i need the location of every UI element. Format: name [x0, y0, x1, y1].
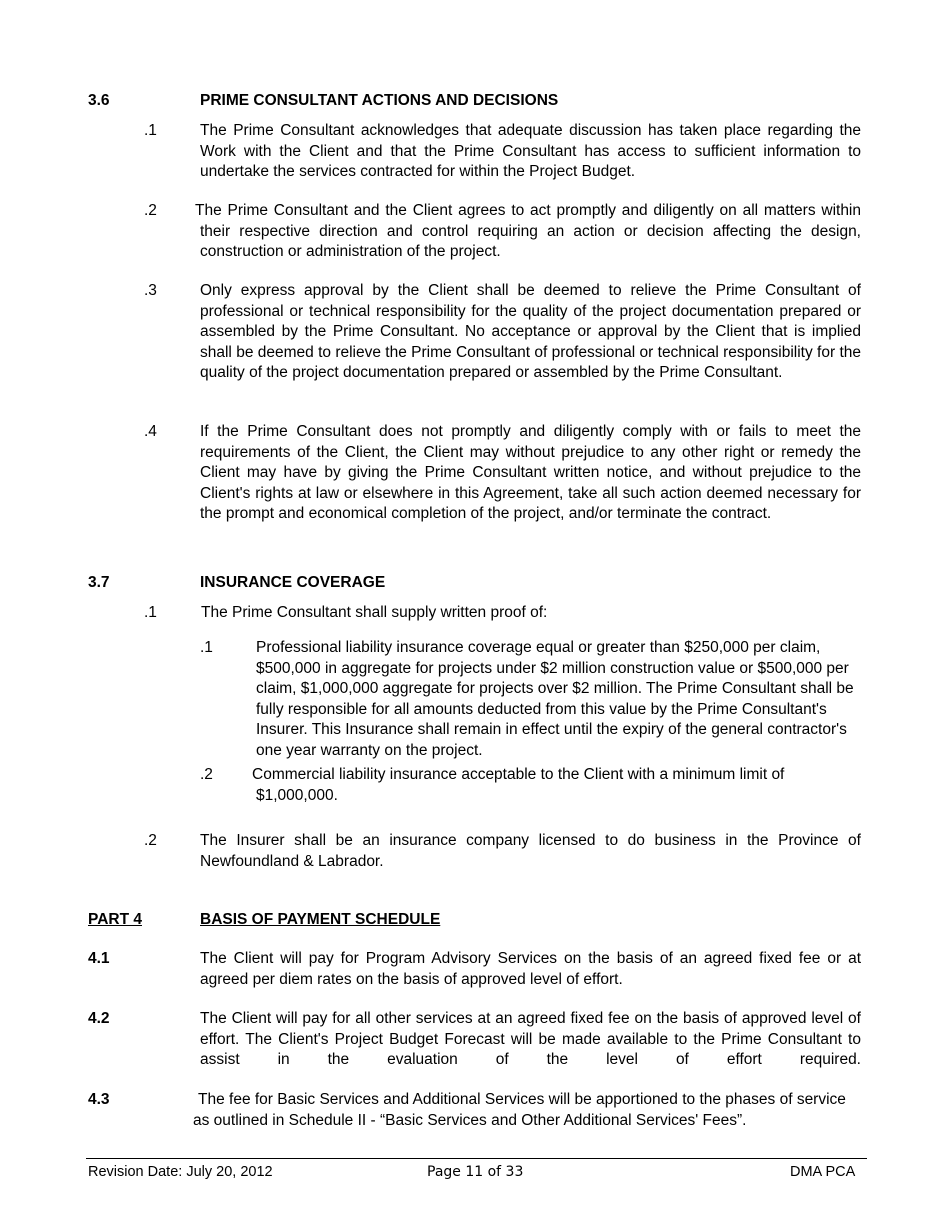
subitem-text: Professional liability insurance coverage equal or greater than $250,000 per claim, $500,000 in aggregate for projects under $2 million construction value or $500,000 per claim, $1,000,000 aggregate for projects over $2 million. The Prime Consultant shall be fully responsible for all amounts deducted from this value by the Prime Consultant's Insurer. This Insurance shall remain in effect until the expiry of the general contractor's one year warranty on the project.	[256, 639, 854, 759]
item-text: The Prime Consultant and the Client agrees to act promptly and diligently on all matters within their respective direction and control requiring an action or decision affecting the design, construction or administration of the project.	[195, 202, 861, 260]
footer-page-number: Page 11 of 33	[427, 1164, 524, 1180]
subitem-text: Commercial liability insurance acceptable to the Client with a minimum limit of $1,000,000.	[252, 766, 785, 804]
item-text: The Prime Consultant acknowledges that adequate discussion has taken place regarding the Work with the Client and that the Prime Consultant has access to sufficient information to undertake the services contracted for within the Project Budget.	[200, 122, 861, 180]
clause-number: 4.3	[88, 1091, 110, 1108]
item-number: .1	[144, 122, 157, 139]
footer-divider	[86, 1158, 867, 1159]
item-text: Only express approval by the Client shall be deemed to relieve the Prime Consultant of professional or technical responsibility for the quality of the project documentation prepared or assembled by the Prime Consultant. No acceptance or approval by the Client that is implied shall be deemed to relieve the Prime Consultant of professional or technical responsibility for the quality of the project documentation prepared or assembled by the Prime Consultant.	[200, 282, 861, 381]
item-number: .3	[144, 282, 157, 299]
item-text: The Prime Consultant shall supply written proof of:	[201, 604, 548, 621]
subitem-number: .2	[200, 766, 213, 783]
footer-document-code: DMA PCA	[790, 1164, 856, 1180]
clause-text: The Client will pay for all other services at an agreed fixed fee on the basis of approved level of effort. The Client's Project Budget Forecast will be made available to the Prime Consultant to assist in the evaluation of the level of effort required.	[200, 1010, 861, 1068]
part-number: PART 4	[88, 911, 142, 928]
item-number: .4	[144, 423, 157, 440]
clause-text: The Client will pay for Program Advisory Services on the basis of an agreed fixed fee or at agreed per diem rates on the basis of approved level of effort.	[200, 950, 861, 988]
section-title: PRIME CONSULTANT ACTIONS AND DECISIONS	[200, 92, 559, 109]
subitem-number: .1	[200, 639, 213, 656]
part-title: BASIS OF PAYMENT SCHEDULE	[200, 911, 441, 928]
section-title: INSURANCE COVERAGE	[200, 574, 386, 591]
item-number: .1	[144, 604, 157, 621]
section-number: 3.6	[88, 92, 110, 109]
clause-text: The fee for Basic Services and Additional Services will be apportioned to the phases of service as outlined in Schedule II - “Basic Services and Other Additional Services' Fees”.	[193, 1091, 846, 1129]
clause-number: 4.2	[88, 1010, 110, 1027]
item-number: .2	[144, 832, 157, 849]
footer-revision-date: Revision Date: July 20, 2012	[88, 1164, 273, 1180]
item-text: The Insurer shall be an insurance company licensed to do business in the Province of Newfoundland & Labrador.	[200, 832, 861, 870]
item-number: .2	[144, 202, 157, 219]
item-text: If the Prime Consultant does not promptly and diligently comply with or fails to meet the requirements of the Client, the Client may without prejudice to any other right or remedy the Client may have by giving the Prime Consultant written notice, and without prejudice to the Client's rights at law or elsewhere in this Agreement, take all such action deemed necessary for the prompt and economical completion of the project, and/or terminate the contract.	[200, 423, 861, 522]
section-number: 3.7	[88, 574, 110, 591]
clause-number: 4.1	[88, 950, 110, 967]
